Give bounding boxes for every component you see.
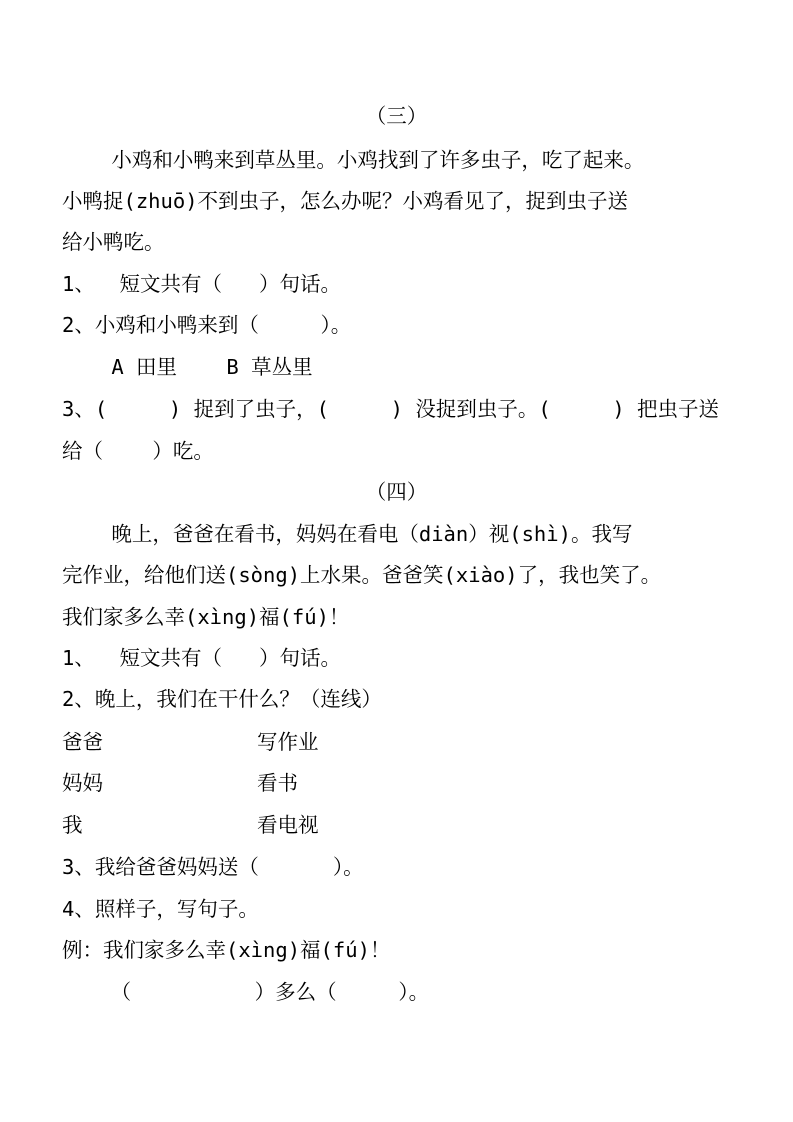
- section-3-question-3-line-2: 给（ ）吃。: [62, 439, 214, 463]
- match-right-item: 看电视: [257, 813, 319, 837]
- section-4-question-1: 1、 短文共有（ ）句话。: [62, 646, 342, 670]
- section-3-passage-line-1: 小鸡和小鸭来到草丛里。小鸡找到了许多虫子，吃了起来。: [62, 148, 645, 172]
- match-right-item: 写作业: [257, 730, 319, 754]
- section-4-passage-line-3: 我们家多么幸(xìng)福(fú)！: [62, 605, 350, 629]
- match-left-item: 爸爸: [62, 730, 103, 754]
- section-4-question-3: 3、我给爸爸妈妈送（ ）。: [62, 855, 364, 879]
- match-left-item: 妈妈: [62, 771, 103, 795]
- section-4-answer-line: （ ）多么（ ）。: [86, 980, 430, 1004]
- match-left-item: 我: [62, 813, 83, 837]
- section-3-question-1: 1、 短文共有（ ）句话。: [62, 272, 342, 296]
- section-3-question-3-line-1: 3、( ) 捉到了虫子，( ) 没捉到虫子。( ) 把虫子送: [62, 397, 720, 421]
- match-right-item: 看书: [257, 771, 298, 795]
- section-3-passage-line-2: 小鸭捉(zhuō)不到虫子，怎么办呢？小鸡看见了，捉到虫子送: [62, 189, 629, 213]
- section-3-passage-line-3: 给小鸭吃。: [62, 230, 165, 254]
- section-3-question-2-options: A 田里 B 草丛里: [62, 355, 313, 379]
- section-3-title: （三）: [365, 104, 428, 128]
- section-4-passage-line-2: 完作业，给他们送(sòng)上水果。爸爸笑(xiào)了，我也笑了。: [62, 563, 662, 587]
- section-4-example: 例：我们家多么幸(xìng)福(fú)！: [62, 938, 391, 962]
- section-4-question-4: 4、照样子，写句子。: [62, 897, 259, 921]
- section-4-question-2: 2、晚上，我们在干什么？（连线）: [62, 687, 382, 711]
- section-4-title: （四）: [365, 480, 428, 504]
- section-4-passage-line-1: 晚上，爸爸在看书，妈妈在看电（diàn）视(shì)。我写: [62, 522, 633, 546]
- section-3-question-2: 2、小鸡和小鸭来到（ ）。: [62, 313, 352, 337]
